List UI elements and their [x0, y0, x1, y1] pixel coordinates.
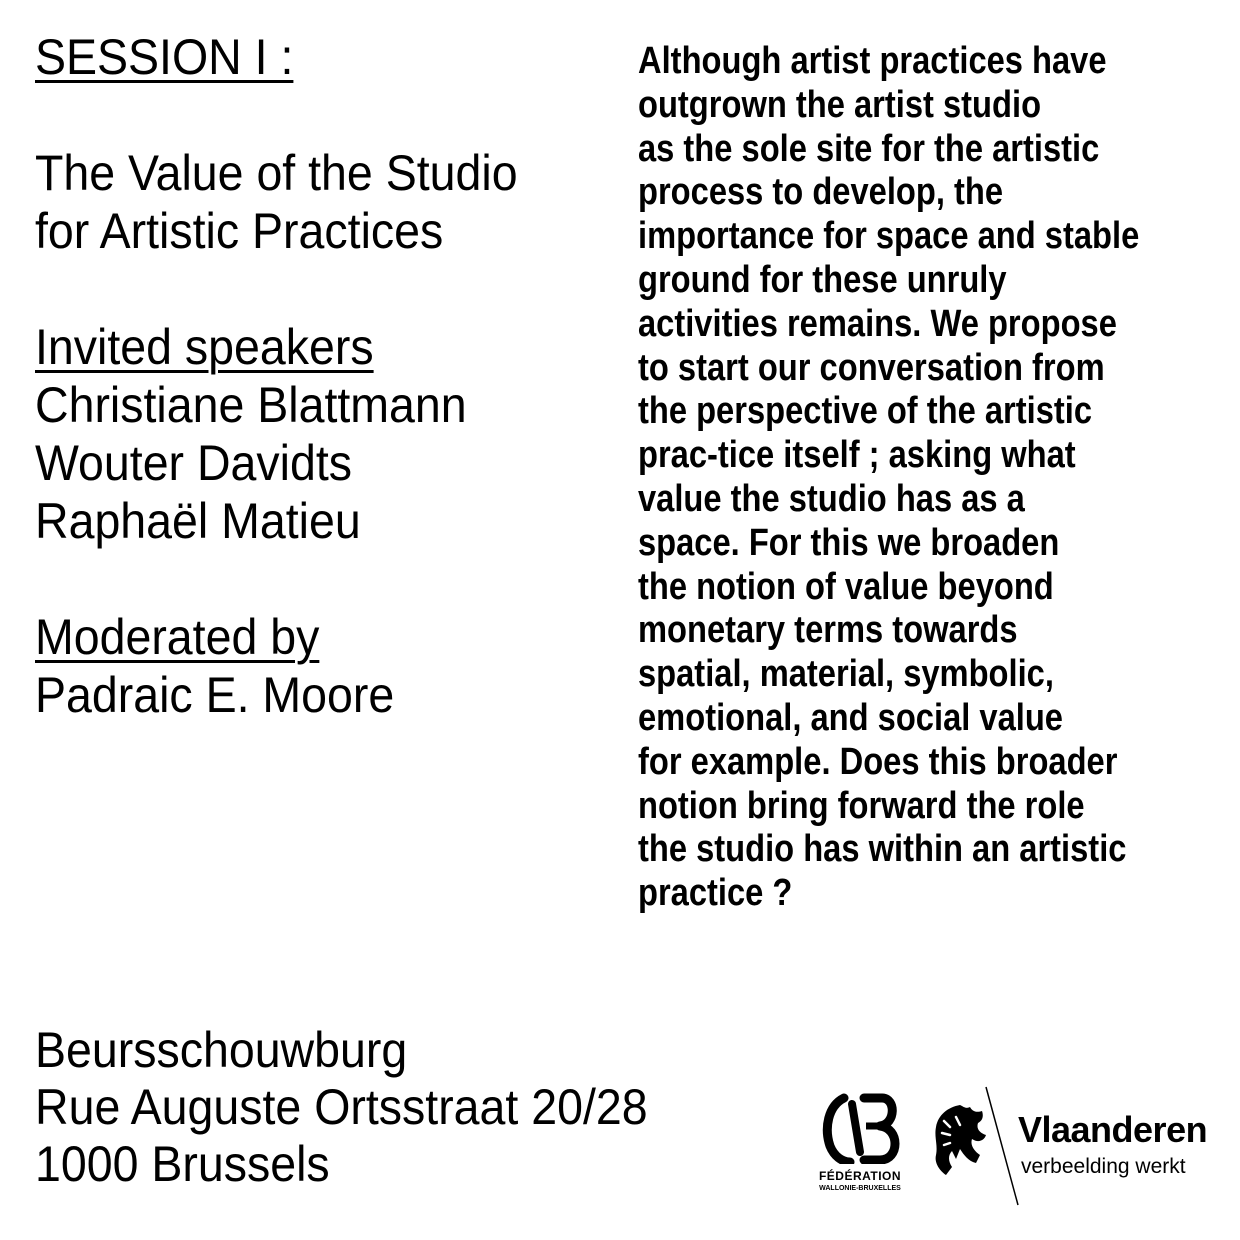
speaker-name: Raphaël Matieu [35, 493, 361, 549]
description-line: the notion of value beyond [638, 565, 1054, 608]
description-line: ground for these unruly [638, 258, 1007, 301]
description-line: process to develop, the [638, 171, 1004, 214]
moderator-heading: Moderated by [35, 609, 320, 665]
description-line: notion bring forward the role [638, 784, 1085, 827]
fwb-logo [810, 1092, 910, 1204]
description-line: as the sole site for the artistic [638, 127, 1100, 170]
description-line: value the studio has as a [638, 477, 1025, 520]
description-line: for example. Does this broader [638, 740, 1118, 783]
description-line: outgrown the artist studio [638, 83, 1042, 126]
speaker-name: Wouter Davidts [35, 435, 353, 491]
description-line: to start our conversation from [638, 346, 1105, 389]
description-line: prac-tice itself ; asking what [638, 434, 1076, 477]
speaker-name: Christiane Blattmann [35, 377, 467, 433]
logo-divider-slash [980, 1085, 1022, 1207]
venue-street: Rue Auguste Ortsstraat 20/28 [35, 1079, 648, 1135]
description-line: the perspective of the artistic [638, 390, 1093, 433]
venue-city: 1000 Brussels [35, 1136, 330, 1192]
description-line: space. For this we broaden [638, 521, 1060, 564]
venue-name: Beursschouwburg [35, 1022, 408, 1078]
session-info [35, 28, 584, 724]
speakers-heading: Invited speakers [35, 319, 374, 375]
fwb-name: FÉDÉRATION [818, 1169, 902, 1183]
description-line: practice ? [638, 872, 793, 915]
description-line: activities remains. We propose [638, 302, 1117, 345]
session-title-line-2: for Artistic Practices [35, 203, 444, 259]
venue-address [35, 1022, 648, 1193]
session-description [638, 40, 1154, 916]
description-line: importance for space and stable [638, 215, 1140, 258]
vlaanderen-name: Vlaanderen [1018, 1109, 1208, 1150]
description-line: spatial, material, symbolic, [638, 653, 1054, 696]
vlaanderen-logo [930, 1085, 1220, 1210]
moderator-name: Padraic E. Moore [35, 667, 395, 723]
session-title-line-1: The Value of the Studio [35, 145, 518, 201]
description-line: monetary terms towards [638, 609, 1018, 652]
description-line: the studio has within an artistic [638, 828, 1127, 871]
fwb-logo-icon [822, 1092, 902, 1164]
fwb-sub: WALLONIE-BRUXELLES [819, 1185, 901, 1192]
session-heading: SESSION I : [35, 29, 294, 85]
description-line: Although artist practices have [638, 40, 1107, 82]
vlaanderen-tagline: verbeelding werkt [1021, 1155, 1186, 1178]
description-line: emotional, and social value [638, 696, 1063, 739]
